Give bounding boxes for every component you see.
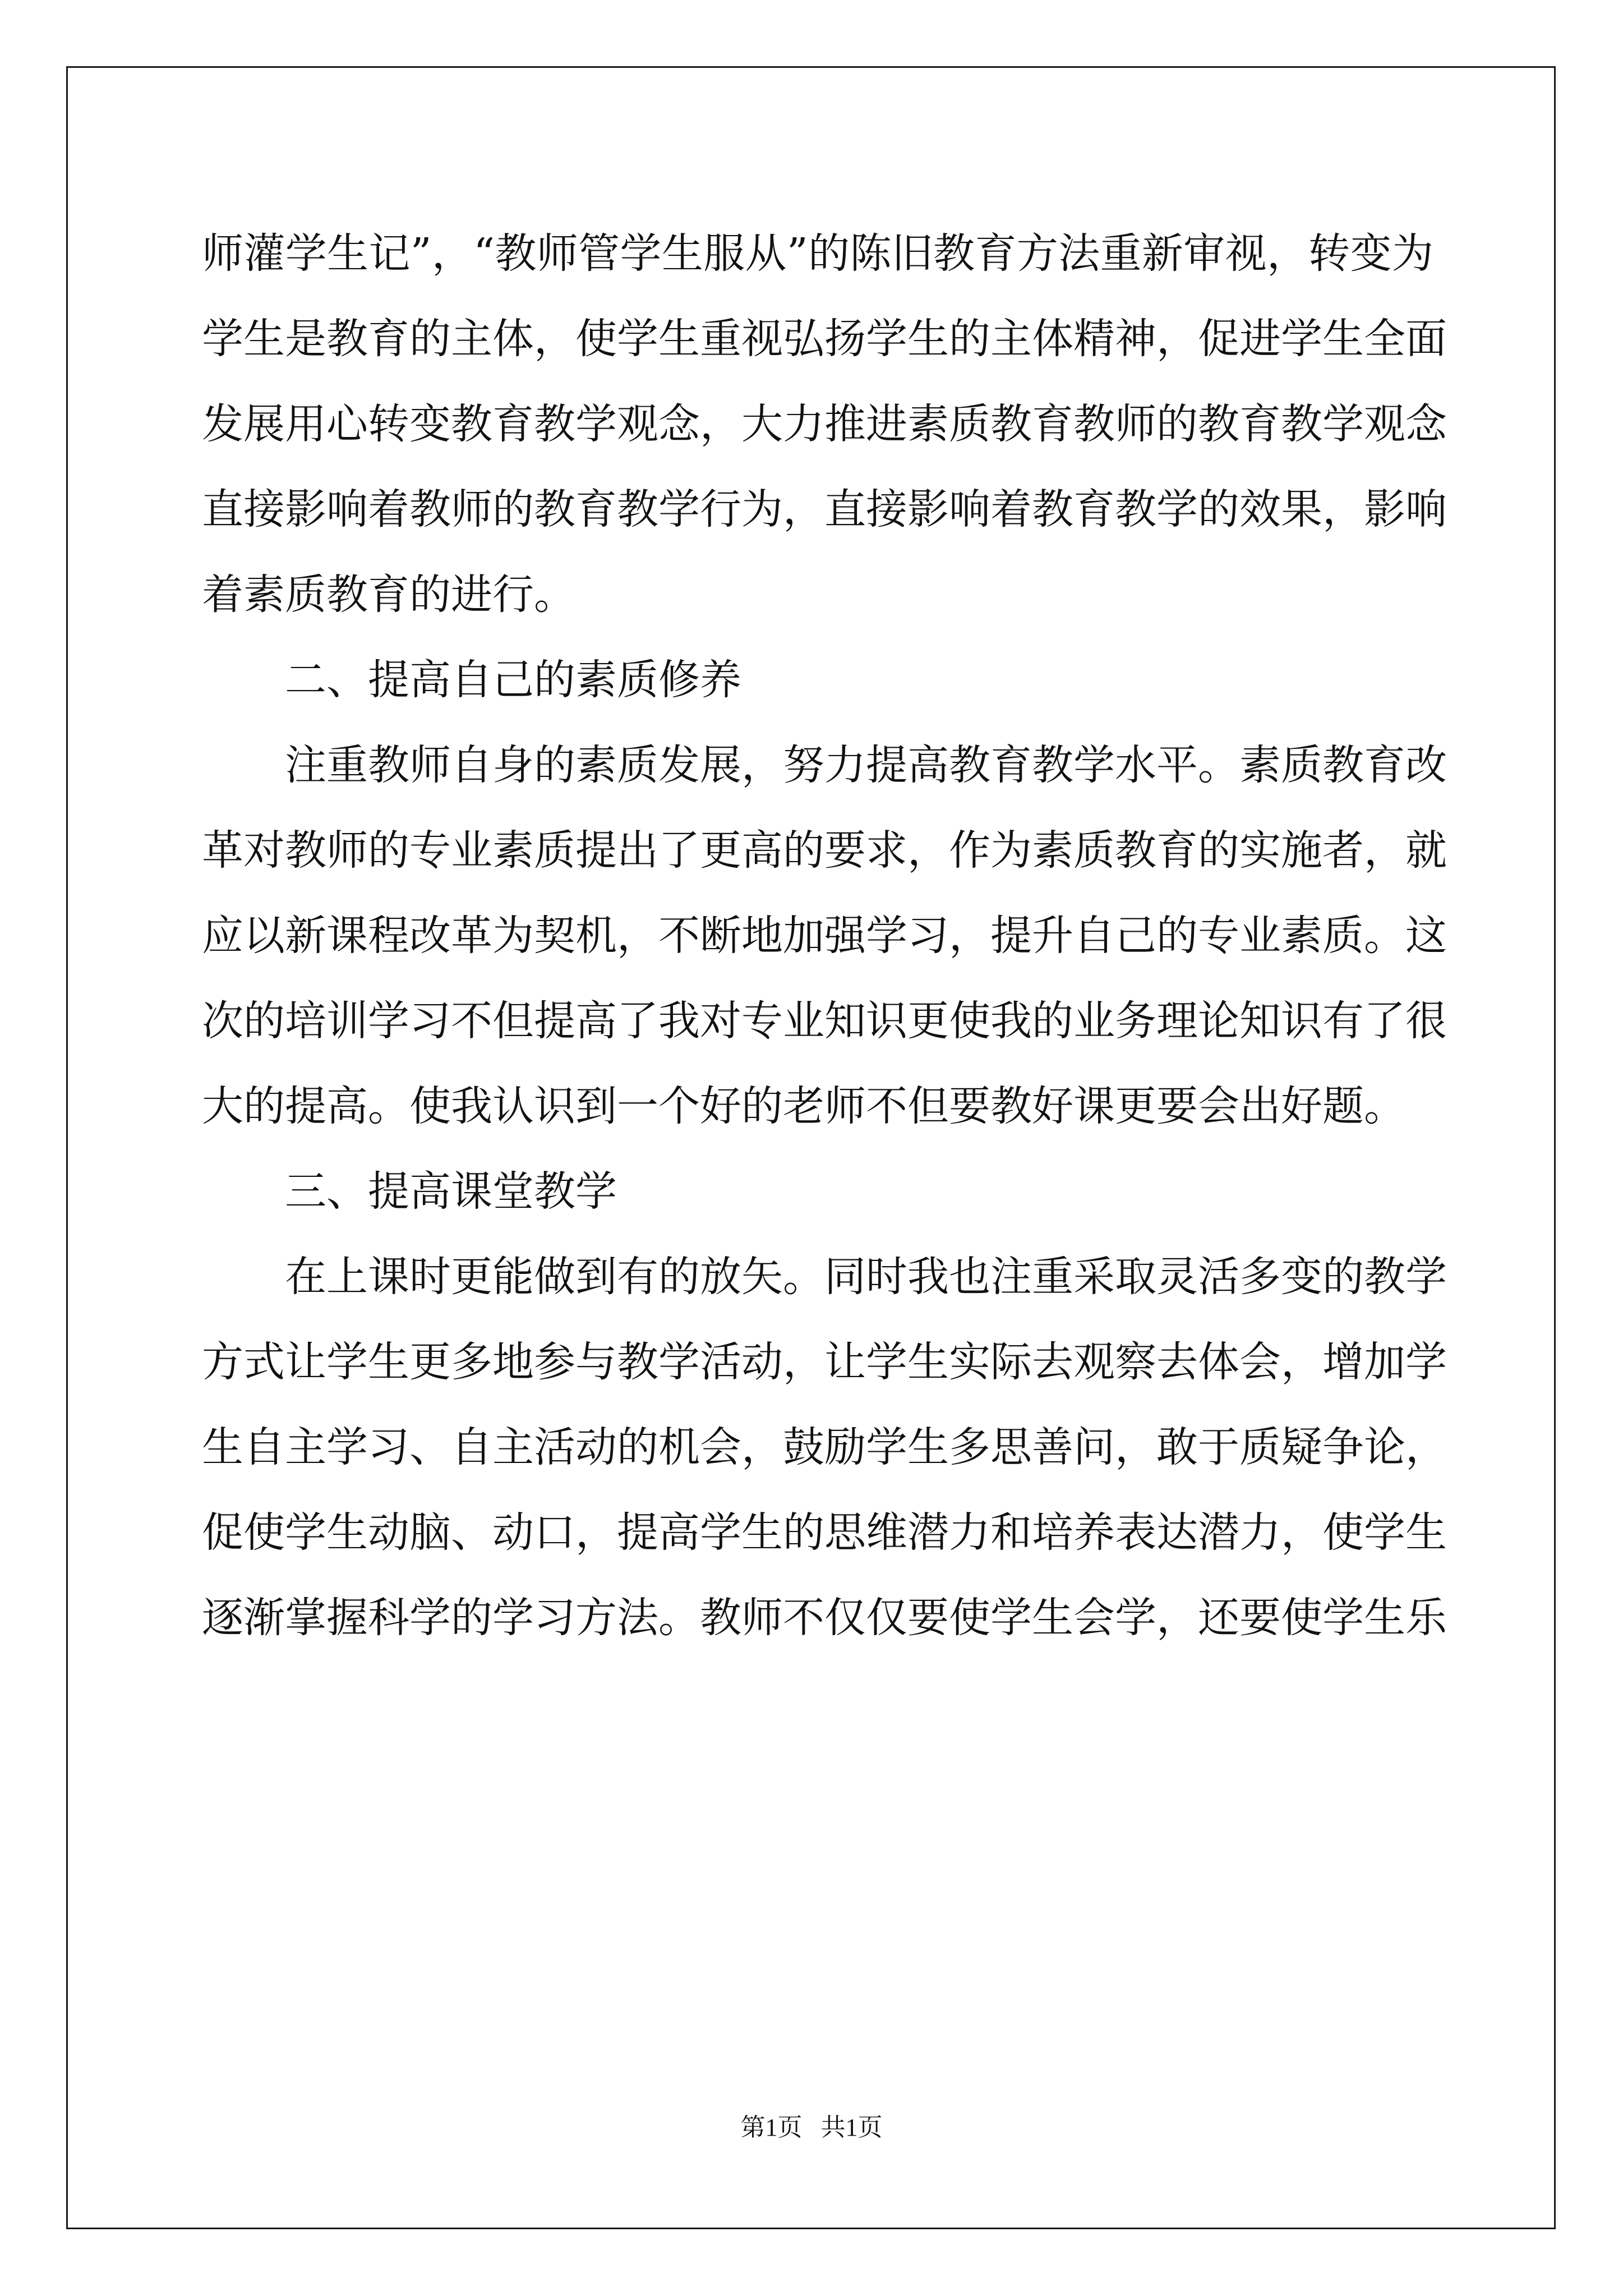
text-line: 师灌学生记”，“教师管学生服从”的陈旧教育方法重新审视，转变为 (202, 229, 1433, 278)
text-line: 逐渐掌握科学的学习方法。教师不仅仅要使学生会学，还要使学生乐 (202, 1594, 1447, 1642)
text-line: 应以新课程改革为契机，不断地加强学习，提升自己的专业素质。这 (202, 912, 1447, 960)
text-line: 方式让学生更多地参与教学活动，让学生实际去观察去体会，增加学 (202, 1338, 1447, 1386)
page-number-footer: 第1页 共1页 (740, 2114, 883, 2141)
text-line: 注重教师自身的素质发展，努力提高教育教学水平。素质教育改 (285, 741, 1447, 789)
text-line: 大的提高。使我认识到一个好的老师不但要教好课更要会出好题。 (202, 1082, 1405, 1130)
text-line: 直接影响着教师的教育教学行为，直接影响着教育教学的效果，影响 (202, 485, 1447, 533)
section-heading: 二、提高自己的素质修养 (285, 656, 741, 704)
text-line: 生自主学习、自主活动的机会，鼓励学生多思善问，敢于质疑争论， (202, 1423, 1447, 1471)
text-line: 在上课时更能做到有的放矢。同时我也注重采取灵活多变的教学 (285, 1253, 1447, 1301)
text-line: 次的培训学习不但提高了我对专业知识更使我的业务理论知识有了很 (202, 997, 1447, 1045)
text-line: 学生是教育的主体，使学生重视弘扬学生的主体精神，促进学生全面 (202, 315, 1447, 363)
section-heading: 三、提高课堂教学 (285, 1167, 617, 1216)
text-line: 着素质教育的进行。 (202, 570, 575, 619)
text-line: 革对教师的专业素质提出了更高的要求，作为素质教育的实施者，就 (202, 826, 1447, 875)
document-body (202, 211, 1447, 1660)
text-line: 发展用心转变教育教学观念，大力推进素质教育教师的教育教学观念 (202, 400, 1447, 448)
text-line: 促使学生动脑、动口，提高学生的思维潜力和培养表达潜力，使学生 (202, 1508, 1447, 1557)
